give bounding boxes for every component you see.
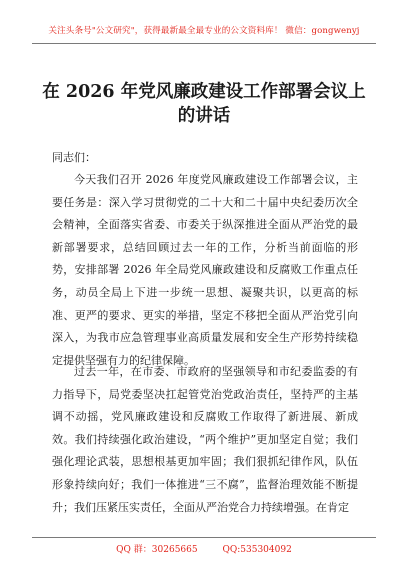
footer [0,542,408,555]
document-title: 在 2026 年党风廉政建设工作部署会议上的讲话 [42,82,366,126]
header-divider [32,43,376,44]
salutation: 同志们： [52,151,96,164]
footer-divider [32,537,376,538]
paragraph-1: 今天我们召开 2026 年度党风廉政建设工作部署会议，主要任务是：深入学习贯彻党的二十大和二十届中央纪委历次全会精神，全面落实省委、市委关于纵深推进全面从严治党的最新部署要求，总结回顾过去一年的工作，分析当前面临的形势，安排部署 2026 年全局党风廉政建设和反腐败工作重点任务，动员全局上下进一步统一思想、凝聚共识，以更高的标准、更严的要求、更实的举措，坚定不移把全面从严治党引向深入，为我市应急管理事业高质量发展和安全生产形势持续稳定提供坚强有力的纪律保障。 [52,173,358,367]
header-note: 关注头条号"公文研究"，获得最新最全最专业的公文资料库！ 微信：gongwenyj [48,26,360,36]
paragraph-2: 过去一年，在市委、市政府的坚强领导和市纪委监委的有力指导下，局党委坚决扛起管党治党政治责任，坚持严的主基调不动摇，党风廉政建设和反腐败工作取得了新进展、新成效。我们持续强化政治建设，“两个维护”更加坚定自觉；我们强化理论武装，思想根基更加牢固；我们狠抓纪律作风，队伍形象持续向好；我们一体推进“三不腐”，监督治理效能不断提升；我们压紧压实责任，全面从严治党合力持续增强。在肯定 [52,365,358,514]
footer-qq: QQ:535304092 [222,545,292,555]
footer-qq-group: QQ 群：30265665 [116,545,198,555]
